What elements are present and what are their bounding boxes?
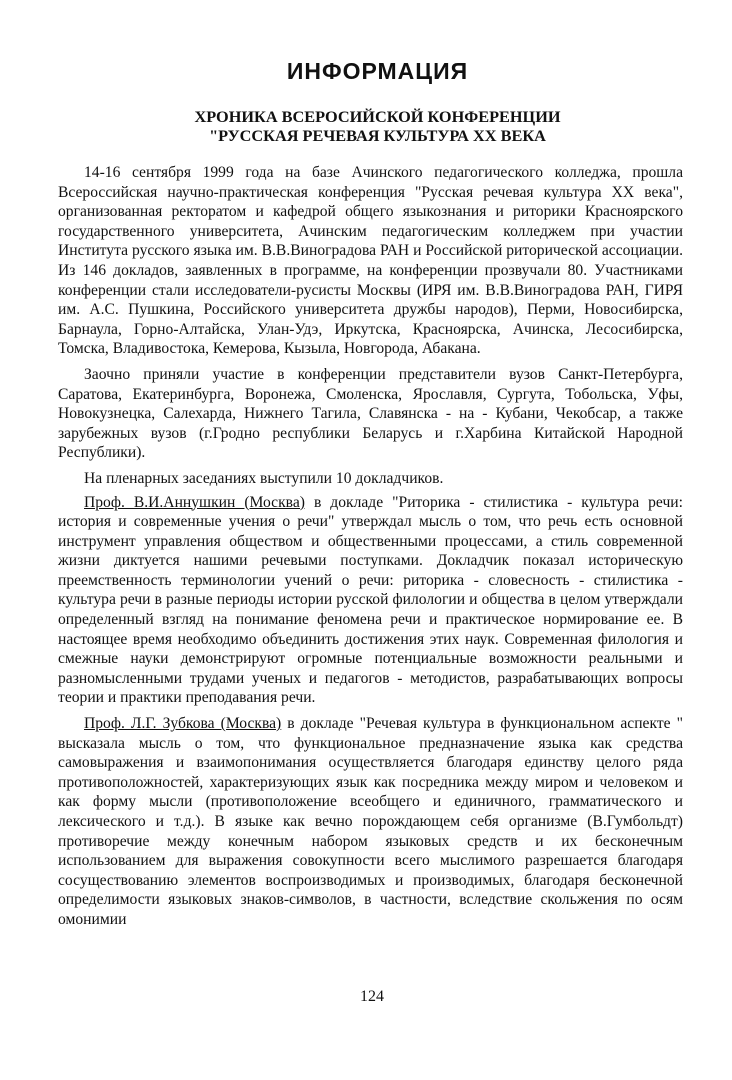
section-title: ИНФОРМАЦИЯ <box>286 58 469 84</box>
page-number: 124 <box>360 988 384 1005</box>
paragraph-remote-participants: Заочно приняли участие в конференции представители вузов Санкт-Петербурга, Саратова, Екатеринбурга, Воронежа, Смоленска, Ярославля, Сургута, Тобольска, Уфы, Новокузнецка, Салехарда, Нижнего Тагила, Славянска - на - Кубани, Чекобсар, а также зарубежных вузов (г.Гродно республики Беларусь и г.Харбина Китайской Народной Республики). <box>58 365 683 462</box>
report-text-annushkin: в докладе "Риторика - стилистика - культура речи: история и современные учения о речи" утверждал мысль о том, что речь есть основной инструмент управления обществом и общественными процессами, а стиль современной жизни диктуется нашими речевыми поступками. Докладчик показал историческую преемственность терминологии учений о речи: риторика - словесность - стилистика - культура речи в разные периоды истории русской филологии и общества в целом утверждали определенный взгляд на понимание феномена речи и практическое нормирование ее. В настоящее время необходимо объединить достижения этих наук. Современная филология и смежные науки демонстрируют огромные потенциальные возможности реальными и разномысленными трудами ученых и педагогов - методистов, разрабатывающих вопросы теории и практики преподавания речи. <box>58 493 683 707</box>
article-title-line-2: "РУССКАЯ РЕЧЕВАЯ КУЛЬТУРА ХХ ВЕКА <box>209 126 546 145</box>
paragraph-conference-overview: 14-16 сентября 1999 года на базе Ачинского педагогического колледжа, прошла Всероссийская научно-практическая конференция "Русская речевая культура ХХ века", организованная ректоратом и кафедрой общего языкознания и риторики Красноярского государственного университета, Ачинским педагогическим колледжем при участии Института русского языка им. В.В.Виноградова РАН и Российской риторической ассоциации. Из 146 докладов, заявленных в программе, на конференции прозвучали 80. Участниками конференции стали исследователи-русисты Москвы (ИРЯ им. В.В.Виноградова РАН, ГИРЯ им. А.С. Пушкина, Российского университета дружбы народов), Перми, Новосибирска, Барнаула, Горно-Алтайска, Улан-Удэ, Иркутска, Красноярска, Ачинска, Лесосибирска, Томска, Владивостока, Кемерова, Кызыла, Новгорода, Абакана. <box>58 164 683 358</box>
article-title <box>58 107 683 145</box>
speaker-name-zubkova: Проф. Л.Г. Зубкова (Москва) <box>84 715 282 733</box>
speaker-name-annushkin: Проф. В.И.Аннушкин (Москва) <box>84 493 305 511</box>
report-text-zubkova: в докладе "Речевая культура в функциональном аспекте " высказала мысль о том, что функциональное предназначение языка как средства самовыражения и взаимопонимания осуществляется благодаря единству целого ряда противоположностей, характеризующих язык как посредника между миром и человеком и как форму мысли (противоположение всеобщего и единичного, грамматического и лексического и т.д.). В языке как вечно порождающем себя организме (В.Гумбольдт) противоречие между конечным набором языковых средств и их бесконечным использованием для выражения совокупности всего мыслимого разрешается благодаря сосуществованию элементов воспроизводимых и производимых, благодаря бесконечной определимости языковых знаков-символов, в частности, вследствие скольжения по осям омонимии <box>58 715 683 928</box>
paragraph-zubkova-report <box>58 714 683 930</box>
document-page <box>58 58 683 930</box>
article-title-line-1: ХРОНИКА ВСЕРОСИЙСКОЙ КОНФЕРЕНЦИИ <box>194 107 561 126</box>
paragraph-annushkin-report <box>58 493 683 709</box>
paragraph-plenary: На пленарных заседаниях выступили 10 докладчиков. <box>84 469 444 487</box>
